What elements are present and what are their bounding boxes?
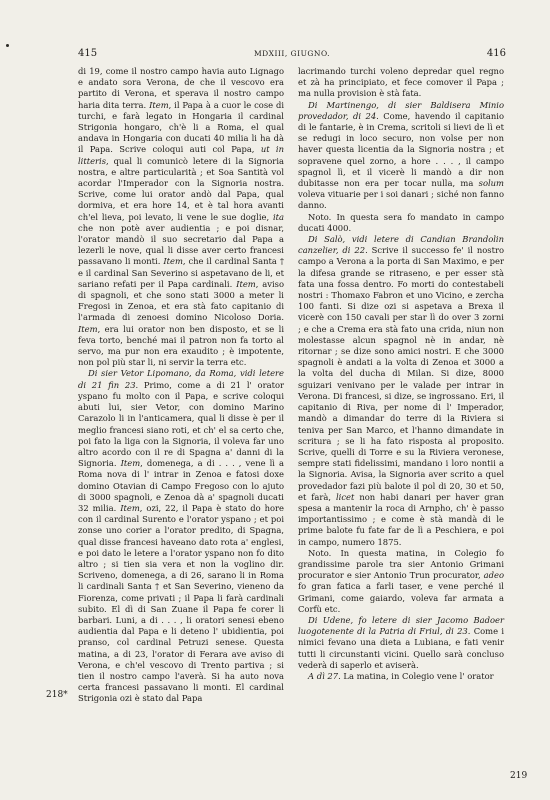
italic-run: adeo xyxy=(483,570,504,581)
text-run: , che il cardinal Santa † e il cardinal San Severino si aspetavano de li, et sariano refati per il Papa cardinali. xyxy=(78,256,285,289)
text-run: , qual li comunicò letere di la Signoria nostra, e altre particularità ; et Soa Santità vol acordar l'Imperador con la Signoria nostra. Scrive, come lui orator andò dal Papa, qual dormiva, et era hore 14, et è tal hora avanti ch'el lieva, poi levato, li vene le sue doglie, xyxy=(78,155,284,222)
ink-spot xyxy=(6,44,9,47)
text-run: voleva vituarie per i soi danari ; siché non fanno danno. xyxy=(298,189,504,211)
page-header xyxy=(78,48,506,62)
text-run: Come, havendo il capitanio di le fantarie, è in Crema, scritoli si lievi de lì et se redugi in loco securo, non volse per non haver questa licentia da la Signoria nostra ; et sopravene quel zorno, a hore . . . , il campo spagnol lì, et il vicerè li mandò a dir non dubitasse non era per tocar nulla, ma xyxy=(298,110,504,189)
paragraph xyxy=(298,212,504,234)
right-column xyxy=(298,66,504,682)
running-head: MDXIII, GIUGNO. xyxy=(253,49,331,58)
margin-number-right: 219 xyxy=(510,771,528,781)
paragraph xyxy=(78,66,284,368)
text-run: lacrimando turchi voleno depredar quel regno et zà ha principiato, et fece comover il Papa ; ma nulla provision è stà fata. xyxy=(298,66,504,99)
text-run: , aviso di spagnoli, et che sono stati 3000 a meter li Fregosi in Zenoa, et era stà fato capitanio di l'armada di zenoesi domino Nicoloso Doria. xyxy=(78,278,284,323)
italic-run: Item xyxy=(149,99,169,110)
paragraph xyxy=(298,100,504,212)
italic-run: Di Salò, vidi letere di Candian Brandolin canzelier, di 22. xyxy=(298,234,504,256)
paragraph xyxy=(298,548,504,615)
paragraph xyxy=(78,368,284,704)
text-run: La matina, in Colegio vene l' orator xyxy=(340,670,494,681)
left-column xyxy=(78,66,284,705)
italic-run: Di sier Vetor Lipomano, da Roma, vidi letere di 21 fin 23. xyxy=(78,368,284,390)
italic-run: solum xyxy=(478,178,504,189)
italic-run: Item xyxy=(163,256,183,267)
text-run: , era lui orator non ben disposto, et se li feva torto, benché mai il patron non fa torto al servo, ma pur non era exaudito ; è impotente, non pol più star li, ni servir la terra etc. xyxy=(78,323,284,368)
italic-run: licet xyxy=(336,491,355,502)
text-run: Noto. In questa matina, in Colegio fo grandissime parole tra sier Antonio Grimani procurator e sier Antonio Trun procurator, xyxy=(298,547,504,581)
paragraph xyxy=(298,234,504,548)
text-run: che non potè aver audientia ; e poi disnar, l'orator mandò il suo secretario dal Papa a lezerli le nove, qual li disse aver certo francesi passavano li monti. xyxy=(78,222,284,267)
text-run: , ozi, 22, il Papa è stato do hore con il cardinal Surento e l'orator yspano ; et poi zonse uno corier a l'orator predito, di Spagna, qual disse francesi haveano dato rota a' englesi, e poi dato le letere a l'orator yspano non fo dito altro ; si tien sia vera et non la voglino dir. Scriveno, domenega, a di 26, sarano li in Roma li cardinali Santa † et San Severino, vieneno da Fiorenza, come privati ; il Papa li farà cardinali subito. El dì di San Zuane il Papa fe corer li barbari. Luni, a di . . . , li oratori senesi ebeno audientia dal Papa e li deteno l' ubidientia, poi pranso, col cardinal Petruzi senese. Questa matina, a di 23, l'orator di Ferara ave aviso di Verona, e ch'el vescovo di Trento partiva ; si tien il nostro campo l'averà. Si ha auto nova certa francesi passavano li monti. El cardinal Strigonia ozi è stato dal Papa xyxy=(78,502,284,704)
italic-run: Item xyxy=(120,502,140,513)
page-number-left: 415 xyxy=(78,48,98,59)
paragraph xyxy=(298,66,504,100)
italic-run: Item xyxy=(236,278,256,289)
paragraph xyxy=(298,615,504,671)
italic-run: Item xyxy=(78,323,98,334)
text-run: di 19, come il nostro campo havia auto Lignago e andato sora Verona, de che il vescovo era partito di Verona, et sperava il nostro campo haria dita terra. xyxy=(78,66,284,110)
italic-run: ita xyxy=(272,211,284,222)
paragraph xyxy=(298,671,504,682)
italic-run: ut in litteris xyxy=(78,144,284,166)
text-run: fo gran fatica a farli taser, e vene perché il Grimani, come gaiardo, voleva far armata a Corfù etc. xyxy=(298,581,504,614)
text-run: Scrive il successo fe' il nostro campo a Verona a la porta di San Maximo, e per la difesa grande se ritraseno, e per esser stà fata una fossa dentro. Fo morti do contestabeli nostri : Thomaxo Fabron et uno Vicino, e zercha 100 fanti. Si dize ozi si aspetava a Brexa il vicerè con 150 cavali per star lì do over 3 zorni ; e che a Crema era stà fato una crida, niun non molestasse alcun spagnol nè in andar, nè ritornar ; se dize sono amici nostri. E che 3000 spagnoli è andati a la volta di Zenoa et 3000 a la volta del ducha di Milan. Si dize, 8000 sguizari venivano per le valade per intrar in Verona. Di francesi, si dize, se ingrossano. Eri, il capitanio di Riva, per nome di l' Imperador, mandò a dimandar do terre di la Riviera si teniva per San Marco, et l'hanno dimandate in scritura ; se li ha fato risposta al proposito. Scrive, quelli di Torre e su la Riviera veronese, sempre stati fidelissimi, mandano i loro nontii a la Signoria. Avisa, la Signoria aver scrito a quel provedador fazi più balote il pol di 20, 30 et 50, et farà, xyxy=(298,245,505,502)
text-run: Noto. In questa sera fo mandato in campo ducati 4000. xyxy=(298,211,504,233)
text-run: non habi danari per haver gran spesa a mantenir la roca di Arnpho, ch' è passo importantissimo ; e come è stà mandà di le prime balote fu fate far de lì a Peschiera, e poi in campo, numero 1875. xyxy=(298,491,504,547)
italic-run: Item xyxy=(120,458,141,469)
text-run: , il Papa à a cuor le cose di turchi, e farà legato in Hongaria il cardinal Strigonia hongaro, ch'è li a Roma, el qual andava in Hongaria con ducati 40 milia li ha dà il Papa. Scrive coloqui auti col Papa, xyxy=(78,99,284,155)
text-run: Primo, come a di 21 l' orator yspano fu molto con il Papa, e scrive coloqui abuti lui, sier Vetor, con domino Marino Carazolo li in l'anticamera, qual li disse è per il meglio francesi siano roti, et ch' el sa certo che, poi fato la liga con la Signoria, il voleva far uno altro acordo con il re di Spagna a' danni di la Signoria. xyxy=(78,379,284,469)
page-number-right: 416 xyxy=(486,48,506,59)
margin-number-left: 218* xyxy=(46,690,68,700)
text-run: Come i nimici fevano una dieta a Lubiana, e fati venir tutti li circunstanti vicini. Quello sarà concluso vederà di saperlo et aviserà. xyxy=(298,626,505,670)
text-run: , domenega, a di . . . , vene lì a Roma nova di l' intrar in Zenoa e fatosi doxe domino Otavian di Campo Fregoso con lo ajuto di 3000 spagnoli, e Zenoa dà a' spagnoli ducati 32 milia. xyxy=(78,458,284,513)
italic-run: Di Martinengo, di sier Baldisera Minio provedador, di 24. xyxy=(298,99,504,121)
italic-run: A dì 27. xyxy=(308,670,341,681)
italic-run: Di Udene, fo letere di sier Jacomo Badoer luogotenente di la Patria di Friul, di 23. xyxy=(298,614,504,637)
